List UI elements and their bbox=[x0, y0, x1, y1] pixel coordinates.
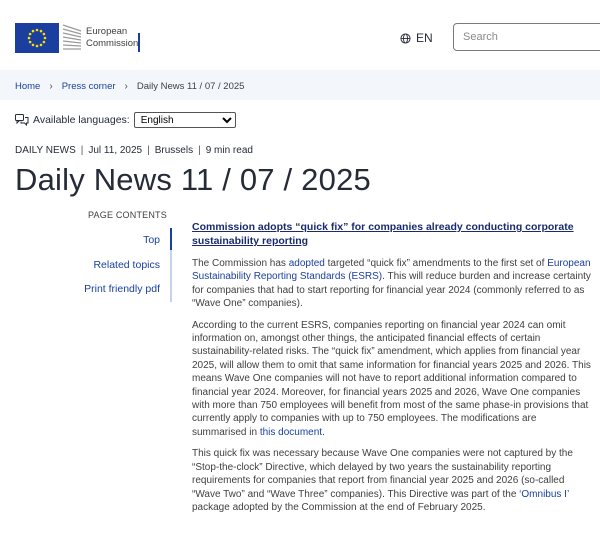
p1-text-3: . This will reduce burden and increase certainty for companies that had to start reporting for financial year 2024 (commonly referred to as “Wave One” companies). bbox=[192, 271, 591, 310]
meta-divider: | bbox=[147, 145, 150, 156]
breadcrumb bbox=[15, 81, 244, 92]
page-title: Daily News 11 / 07 / 2025 bbox=[15, 162, 371, 197]
chevron-right-icon: › bbox=[124, 81, 128, 92]
european-commission-logo[interactable] bbox=[15, 19, 145, 57]
p1-text-1: The Commission has bbox=[192, 258, 289, 269]
toc-item-related-topics[interactable]: Related topics bbox=[93, 259, 160, 271]
article-paragraph-3 bbox=[192, 447, 592, 514]
breadcrumb-press-corner[interactable]: Press corner bbox=[61, 81, 116, 92]
esrs-link[interactable]: European Sustainability Reporting Standards (ESRS) bbox=[192, 258, 591, 283]
adopted-link[interactable]: adopted bbox=[288, 258, 325, 269]
language-select[interactable] bbox=[134, 112, 236, 128]
logo-line-1: European bbox=[86, 26, 128, 37]
meta-divider: | bbox=[80, 145, 84, 156]
p2-text-1: According to the current ESRS, companies reporting on financial year 2024 can omit information on, amongst other things, the anticipated financial effects of certain sustainability-related risks. The “quick fix” amendment, which applies from financial year 2025, will allow them to omit that same information for financial years 2025 and 2026. This means Wave One companies will not have to report additional information compared to financial year 2024. Moreover, for financial years 2025 and 2026, Wave One companies with more than 750 employees will benefit from most of the same phase-in provisions that currently apply to companies with up to 750 employees. The modifications are summarised in bbox=[192, 319, 591, 438]
p2-text-2: . bbox=[322, 426, 325, 438]
p3-text-2: package adopted by the Commission at the end of February 2025. bbox=[192, 501, 486, 513]
commission-building-icon bbox=[61, 21, 83, 55]
language-switcher[interactable] bbox=[400, 31, 433, 45]
globe-icon bbox=[400, 33, 411, 44]
available-languages bbox=[15, 112, 236, 128]
logo-line-2: Commission bbox=[86, 38, 139, 49]
p3-text-1: This quick fix was necessary because Wave One companies were not captured by the “Stop-the-clock” Directive, which delayed by two years the sustainability reporting requirements for companies that report from financial year 2025 and 2026 (so-called “Wave Two” and “Wave Three” companies). This Directive was part of the bbox=[192, 448, 573, 500]
language-code: EN bbox=[416, 31, 433, 45]
meta-location: Brussels bbox=[154, 145, 194, 156]
toc-item-top[interactable]: Top bbox=[143, 234, 160, 246]
omnibus-link[interactable]: ‘Omnibus I’ bbox=[519, 488, 569, 500]
article-headline[interactable]: Commission adopts “quick fix” for companies already conducting corporate sustainability reporting bbox=[192, 221, 574, 247]
page-contents-label: PAGE CONTENTS bbox=[88, 210, 167, 220]
site-header bbox=[0, 0, 600, 72]
this-document-link[interactable]: this document bbox=[259, 426, 323, 438]
article-paragraph-1 bbox=[192, 257, 592, 311]
meta-read-time: 9 min read bbox=[205, 145, 253, 156]
page-contents-nav bbox=[0, 228, 172, 302]
article-body bbox=[192, 220, 592, 522]
speech-bubbles-icon bbox=[15, 114, 29, 126]
p1-text-2: targeted “quick fix” amendments to the first set of bbox=[324, 258, 548, 269]
breadcrumb-current: Daily News 11 / 07 / 2025 bbox=[136, 81, 245, 92]
chevron-right-icon: › bbox=[49, 81, 53, 92]
toc-active-indicator bbox=[170, 228, 172, 250]
logo-divider bbox=[138, 33, 140, 52]
meta-date: Jul 11, 2025 bbox=[88, 145, 143, 156]
toc-item-print-pdf[interactable]: Print friendly pdf bbox=[84, 283, 160, 295]
search-input[interactable] bbox=[453, 23, 600, 51]
breadcrumb-home[interactable]: Home bbox=[15, 81, 41, 92]
logo-text bbox=[86, 26, 138, 50]
article-paragraph-2 bbox=[192, 319, 592, 440]
eu-flag-icon bbox=[15, 23, 59, 53]
article-meta bbox=[15, 145, 253, 156]
available-languages-label: Available languages: bbox=[33, 114, 130, 126]
meta-type: DAILY NEWS bbox=[15, 145, 76, 156]
meta-divider: | bbox=[198, 145, 201, 156]
